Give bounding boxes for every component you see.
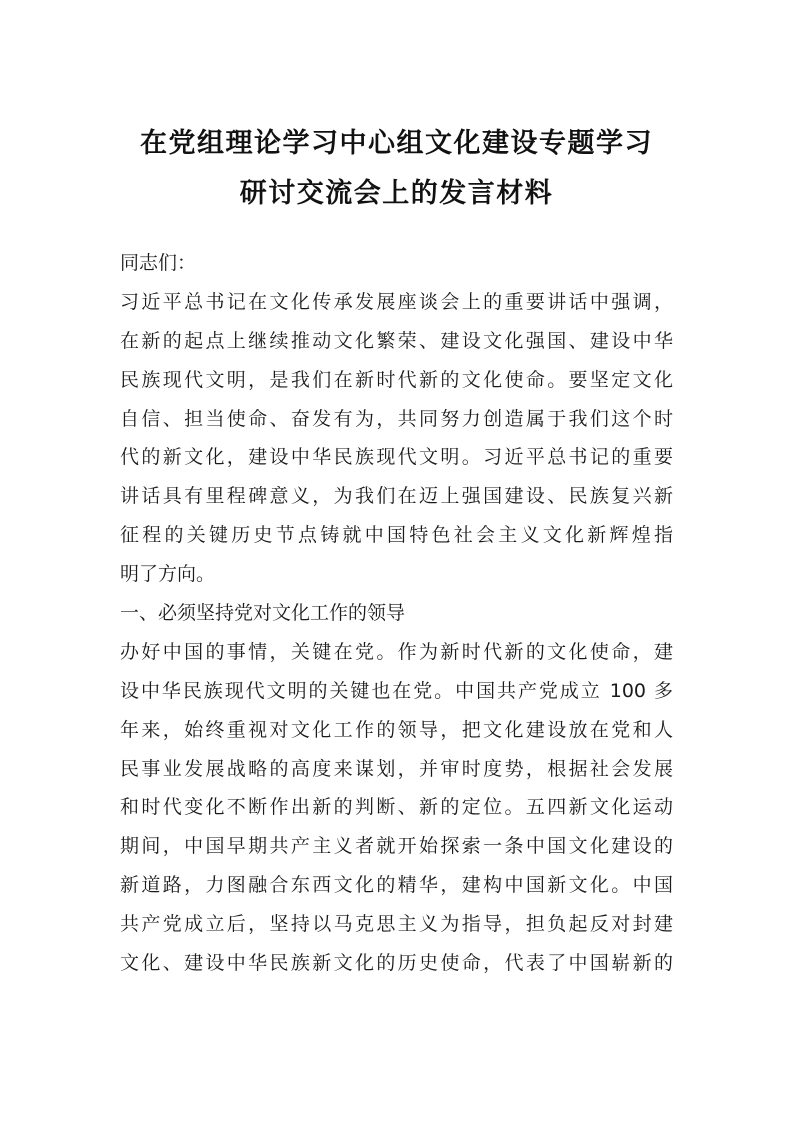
paragraph-line: 新道路，力图融合东西文化的精华，建构中国新文化。中国 — [120, 874, 673, 897]
paragraph-line: 自信、担当使命、奋发有为，共同努力创造属于我们这个时 — [120, 407, 673, 430]
paragraph-line: 年来，始终重视对文化工作的领导，把文化建设放在党和人 — [120, 718, 673, 741]
paragraph-line: 代的新文化，建设中华民族现代文明。习近平总书记的重要 — [120, 446, 673, 469]
salutation: 同志们： — [120, 252, 197, 274]
paragraph-line: 共产党成立后，坚持以马克思主义为指导，担负起反对封建 — [120, 913, 673, 936]
paragraph-line: 设中华民族现代文明的关键也在党。中国共产党成立 100 多 — [120, 679, 673, 702]
paragraph-line: 文化、建设中华民族新文化的历史使命，代表了中国崭新的 — [120, 952, 673, 975]
document-body — [120, 244, 673, 983]
paragraph-line: 明了方向。 — [120, 563, 216, 586]
paragraph-line: 在新的起点上继续推动文化繁荣、建设文化强国、建设中华 — [120, 329, 673, 352]
paragraph-line: 习近平总书记在文化传承发展座谈会上的重要讲话中强调， — [120, 290, 673, 313]
paragraph-line: 民族现代文明，是我们在新时代新的文化使命。要坚定文化 — [120, 368, 673, 391]
paragraph-line: 民事业发展战略的高度来谋划，并审时度势，根据社会发展 — [120, 757, 673, 780]
paragraph-line: 征程的关键历史节点铸就中国特色社会主义文化新辉煌指 — [120, 524, 673, 547]
document-title-line-2: 研讨交流会上的发言材料 — [239, 178, 554, 209]
section-heading: 一、必须坚持党对文化工作的领导 — [120, 602, 406, 625]
paragraph-line: 办好中国的事情，关键在党。作为新时代新的文化使命，建 — [120, 640, 673, 663]
document-title-line-1: 在党组理论学习中心组文化建设专题学习 — [140, 128, 653, 159]
paragraph-line: 和时代变化不断作出新的判断、新的定位。五四新文化运动 — [120, 796, 673, 819]
paragraph-line: 讲话具有里程碑意义，为我们在迈上强国建设、民族复兴新 — [120, 485, 673, 508]
paragraph-line: 期间，中国早期共产主义者就开始探索一条中国文化建设的 — [120, 835, 673, 858]
